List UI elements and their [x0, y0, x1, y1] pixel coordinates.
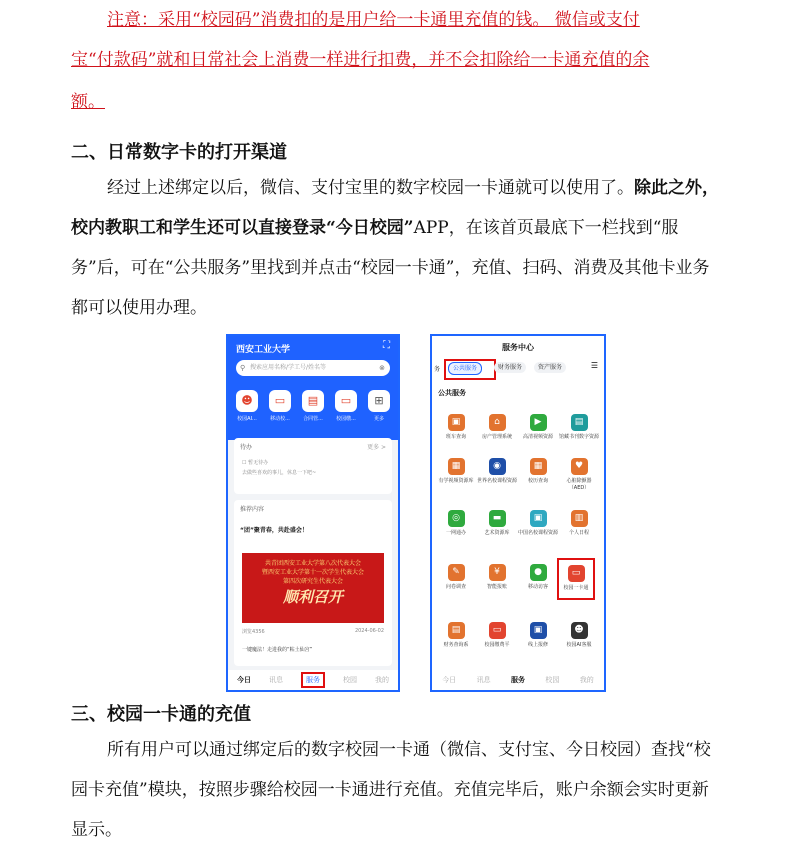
card-icon: ▭ — [269, 390, 291, 412]
service-center-screenshot — [430, 334, 606, 692]
public-service-section-title: 公共服务 — [438, 389, 466, 397]
phone1-app — [298, 390, 328, 422]
service-item-label: 问卷调查 — [445, 584, 466, 590]
post-views: 浏览4356 — [242, 629, 265, 635]
service-item — [436, 622, 476, 649]
aed-icon: ♥ — [571, 458, 588, 475]
banner-line: 暨西安工业大学第十一次学生代表大会 — [261, 569, 364, 576]
service-item — [436, 564, 476, 591]
service-item-label: 一网通办 — [445, 530, 466, 536]
campus-card-service[interactable] — [557, 558, 595, 600]
tab-messages: 讯息 — [476, 676, 491, 684]
phone1-app — [232, 390, 262, 422]
banner-line: 第四次研究生代表大会 — [282, 578, 343, 585]
one-stop-icon: ◎ — [448, 510, 465, 527]
phone1-app-label: 合同管... — [303, 416, 323, 422]
service-item — [559, 458, 599, 492]
phone2-tabbar — [432, 670, 604, 690]
doc-icon: ▤ — [302, 390, 324, 412]
service-item-label: 校园缴费平 — [484, 642, 510, 648]
service-item — [559, 622, 599, 649]
service-item — [559, 414, 599, 441]
service-item — [518, 510, 558, 537]
grid-icon: ⊞ — [368, 390, 390, 412]
service-item — [436, 458, 476, 485]
phone1-title: 西安工业大学 — [236, 345, 291, 355]
service-item — [436, 414, 476, 441]
book-icon: ▤ — [571, 414, 588, 431]
video-icon: ▶ — [530, 414, 547, 431]
phone1-tabbar — [228, 670, 398, 690]
course-icon: ◉ — [489, 458, 506, 475]
service-item-label: 高清视频资源 — [522, 434, 553, 440]
todo-more: 更多 > — [367, 444, 386, 451]
menu-icon: ☰ — [590, 361, 598, 370]
service-item-label: 个人日程 — [568, 530, 589, 536]
ai-service-icon: ☻ — [571, 622, 588, 639]
recommend-title: 推荐内容 — [240, 506, 265, 513]
house-icon: ⌂ — [489, 414, 506, 431]
section3-paragraph: 所有用户可以通过绑定后的数字校园一卡通（微信、支付宝、今日校园）查找“校园卡充值”模块，按照步骤给校园一卡通进行充值。充值完毕后，账户余额会实时更新显示。 — [71, 740, 711, 840]
tab-today: 今日 — [442, 676, 457, 684]
payment-icon: ▭ — [489, 622, 506, 639]
section2-heading: 二、日常数字卡的打开渠道 — [71, 142, 287, 163]
robot-icon: ☻ — [236, 390, 258, 412]
phone1-app-row — [232, 390, 394, 422]
section2-text-start: 经过上述绑定以后，微信、支付宝里的数字校园一卡通就可以使用了。 — [107, 178, 634, 198]
service-item — [518, 564, 558, 591]
tab-mine: 我的 — [579, 676, 594, 684]
finance-query-icon: ▤ — [448, 622, 465, 639]
section2-text-bold: 除此之外，校内教职工和学生还可以直接登录“今日校园” — [71, 178, 719, 238]
phone1-header — [228, 336, 398, 440]
service-item-label: 智能报账 — [486, 584, 507, 590]
service-item-label: 校园一卡通 — [563, 585, 589, 591]
post-date: 2024-06-02 — [354, 628, 384, 634]
service-item — [436, 510, 476, 537]
card-icon: ▭ — [335, 390, 357, 412]
section2-text-rest: APP，在该首页最底下一栏找到“服务”后，可在“公共服务”里找到并点击“校园一卡通”，充值、扫码、消费及其他卡业务都可以使用办理。 — [71, 218, 710, 318]
post-title: “团”聚青春，共赴盛会！ — [240, 527, 308, 534]
service-item — [477, 458, 517, 485]
recommend-card — [234, 500, 392, 666]
service-item-label: 世界名校课程资源 — [477, 478, 518, 484]
visitor-icon: ● — [530, 564, 547, 581]
service-item-label: 移动访客 — [527, 584, 548, 590]
service-item-label: 校园AI客服 — [566, 642, 592, 648]
todo-card-header — [234, 438, 392, 455]
video-library-icon: ▦ — [448, 458, 465, 475]
service-item-label: 财务查询系 — [443, 642, 469, 648]
phone1-app-label: 移动校... — [270, 416, 290, 422]
banner-line: 共青团西安工业大学第八次代表大会 — [264, 560, 361, 567]
clear-icon: ⊗ — [379, 364, 385, 372]
search-icon: ⚲ — [240, 364, 246, 372]
tabs-scroll-edge: 务 — [434, 366, 441, 373]
tab-messages: 讯息 — [269, 676, 283, 684]
tab-finance-service: 财务服务 — [494, 362, 526, 373]
tab-service: 服务 — [301, 672, 325, 688]
today-campus-home-screenshot — [226, 334, 400, 692]
phone1-app-label: 校园AI... — [237, 416, 257, 422]
tab-asset-service: 资产服务 — [534, 362, 566, 373]
service-item-label: 校历查询 — [527, 478, 548, 484]
section2-paragraph — [71, 168, 719, 328]
todo-title: 待办 — [240, 444, 253, 451]
phone1-app-label: 校园缴... — [336, 416, 356, 422]
todo-empty: ☐ 暂无待办 — [242, 460, 269, 466]
calendar-icon: ▦ — [530, 458, 547, 475]
tab-service: 服务 — [510, 676, 525, 684]
service-center-title: 服务中心 — [502, 343, 534, 352]
campus-card-icon: ▭ — [568, 565, 585, 582]
next-post-title: 一键魔法！走进我的“粘土仙宫” — [242, 647, 313, 653]
service-item — [559, 510, 599, 537]
service-item-label: 馆藏书刊数字资源 — [559, 434, 600, 440]
note-line-1: 注意：采用“校园码”消费扣的是用户给一卡通里充值的钱。 微信或支付 — [107, 10, 640, 30]
service-item — [477, 622, 517, 649]
note-line-3: 额。 — [71, 92, 105, 112]
schedule-icon: ▥ — [571, 510, 588, 527]
tab-mine: 我的 — [375, 676, 389, 684]
phone1-app — [331, 390, 361, 422]
art-icon: ▬ — [489, 510, 506, 527]
service-item — [477, 414, 517, 441]
service-item — [518, 414, 558, 441]
todo-card — [234, 438, 392, 494]
repair-icon: ▣ — [530, 622, 547, 639]
service-item — [477, 564, 517, 591]
todo-empty-text: 暂无待办 — [248, 460, 269, 466]
phone1-app — [265, 390, 295, 422]
phone1-app-label: 更多 — [373, 416, 384, 422]
service-item-label: 中国名校课程资源 — [518, 530, 559, 536]
section3-heading: 三、校园一卡通的充值 — [71, 704, 251, 725]
service-item — [518, 458, 558, 485]
service-item — [518, 622, 558, 649]
service-item-label: 线上报修 — [527, 642, 548, 648]
note-line-2: 宝“付款码”就和日常社会上消费一样进行扣费，并不会扣除给一卡通充值的余 — [71, 50, 650, 70]
tab-public-service: 公共服务 — [448, 362, 482, 375]
phone1-search-input — [236, 360, 390, 376]
post-banner — [242, 553, 384, 623]
phone1-search-placeholder: 搜索应用名称/学工号/姓名等 — [250, 364, 327, 371]
survey-icon: ✎ — [448, 564, 465, 581]
expense-icon: ¥ — [489, 564, 506, 581]
phone1-app — [364, 390, 394, 422]
service-item — [477, 510, 517, 537]
tab-campus: 校园 — [343, 676, 357, 684]
service-item-label: 班车查询 — [445, 434, 466, 440]
service-tabs — [432, 358, 604, 380]
tab-today: 今日 — [237, 676, 251, 684]
service-item-label: 有学视频资源库 — [438, 478, 474, 484]
school-course-icon: ▣ — [530, 510, 547, 527]
service-item-label: 艺术资源库 — [484, 530, 510, 536]
todo-hint: 去做些喜欢的事儿，休息一下吧~ — [242, 470, 317, 476]
service-item-label: 房产管理系统 — [481, 434, 512, 440]
bus-icon: ▣ — [448, 414, 465, 431]
scan-icon: ⛶ — [383, 340, 390, 351]
tab-campus: 校园 — [545, 676, 560, 684]
banner-big-text: 顺利召开 — [282, 588, 343, 606]
service-item-label: 心脏除颤器（AED） — [566, 478, 592, 491]
